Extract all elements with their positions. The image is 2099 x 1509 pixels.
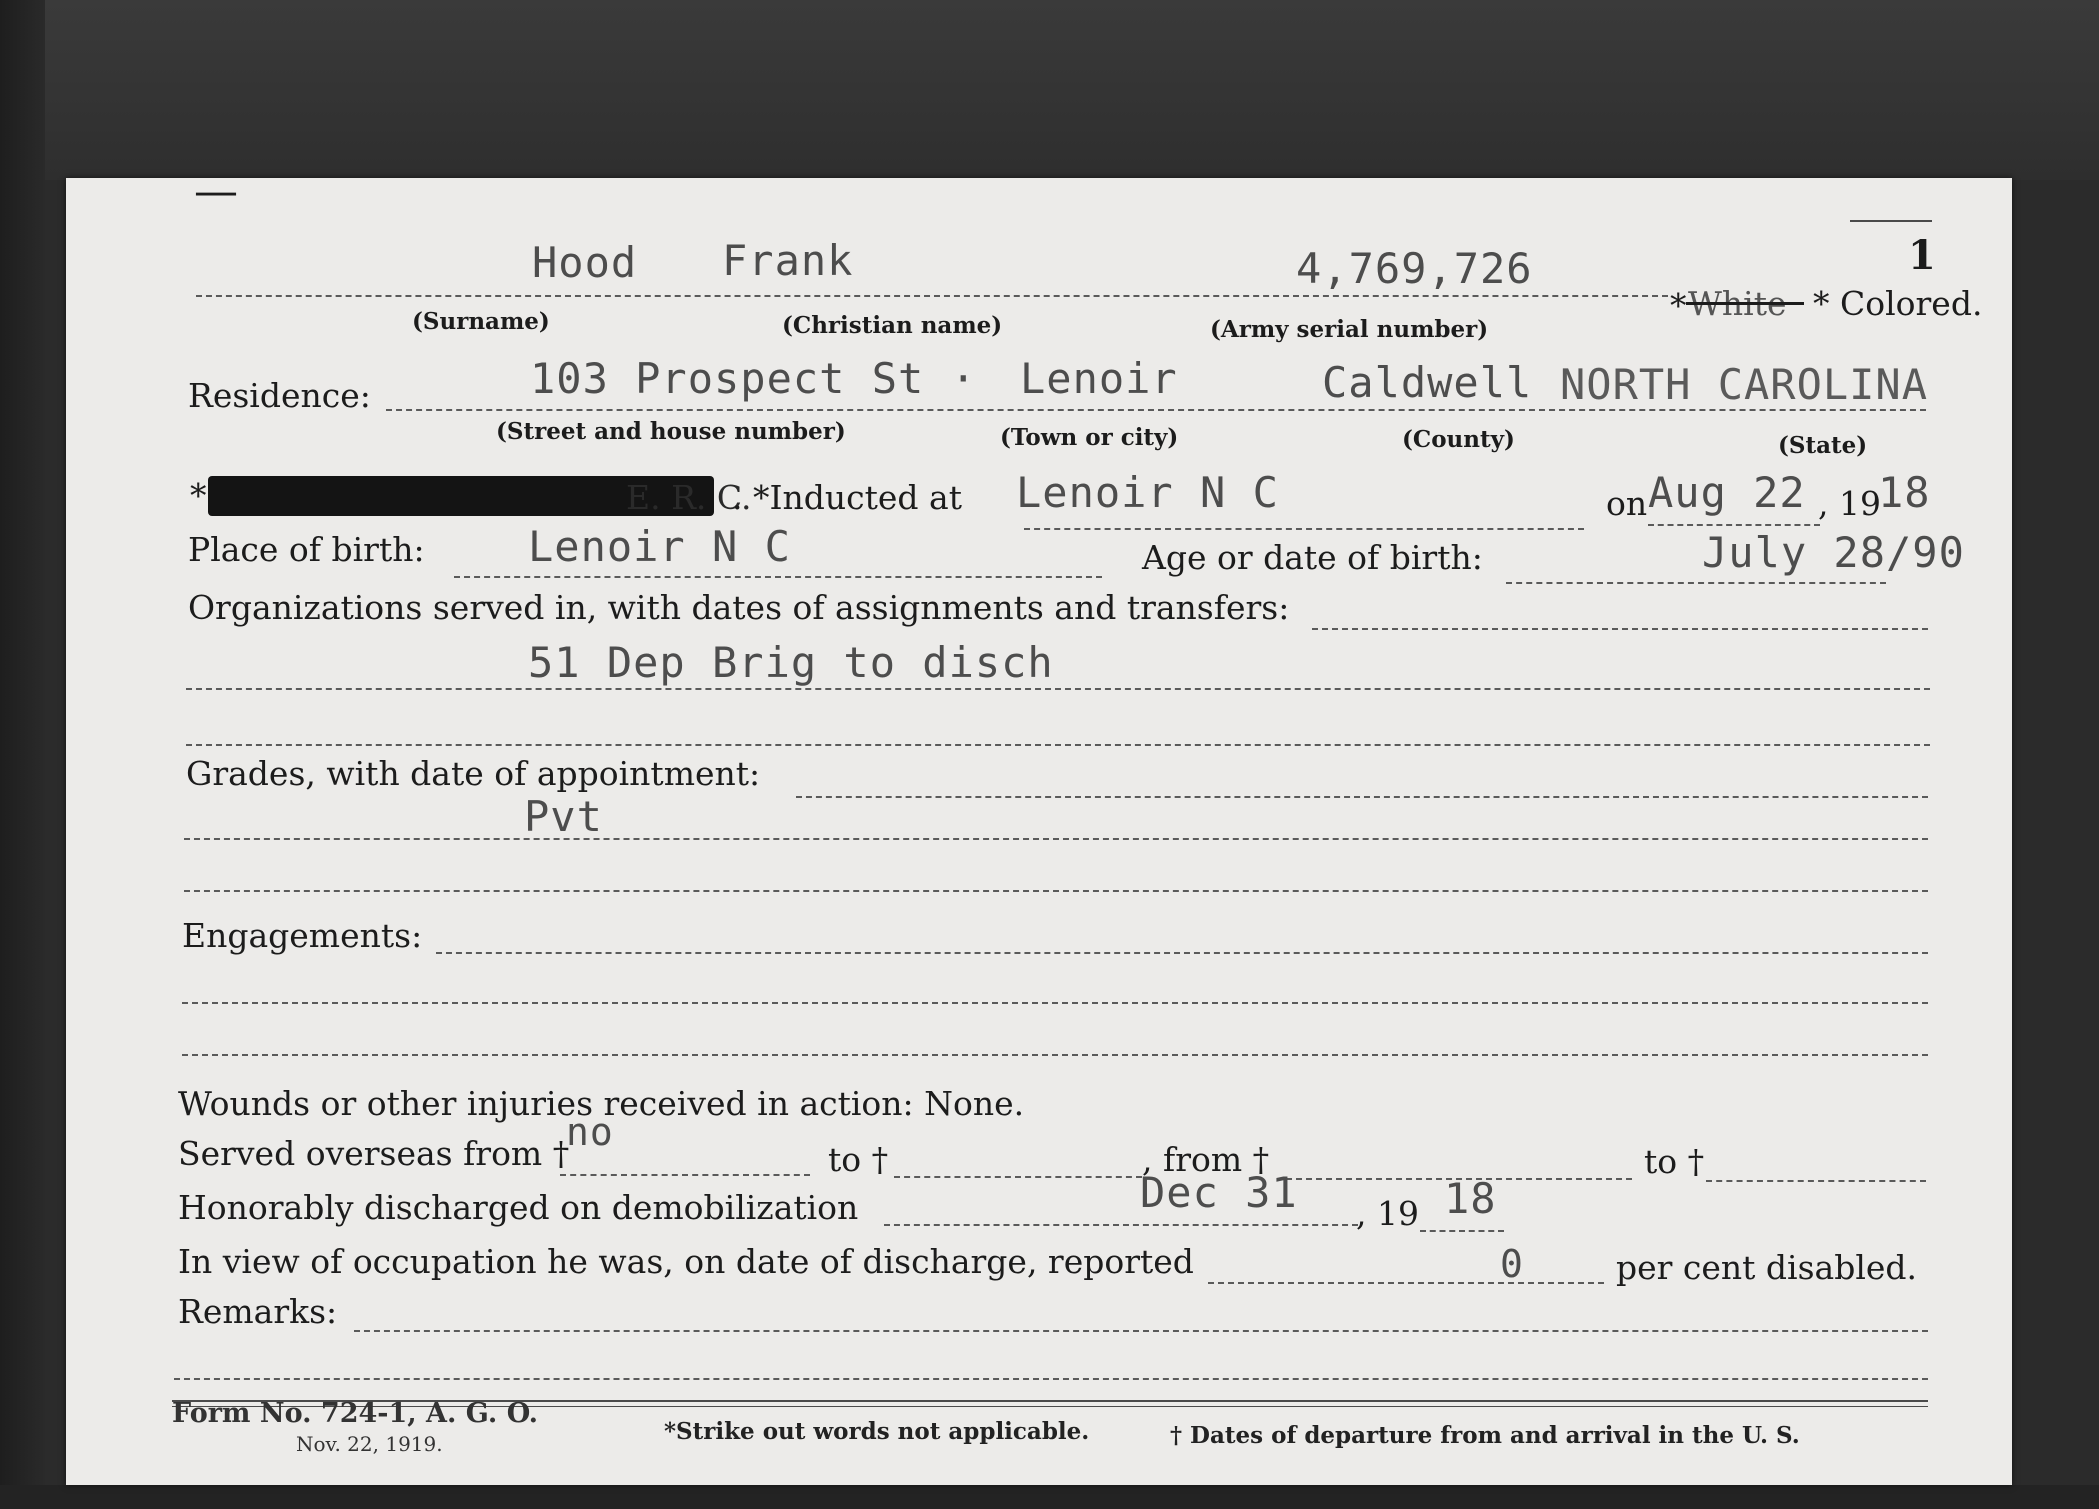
discharge-year-prefix: , 19 <box>1356 1194 1419 1233</box>
engagements-line-1 <box>436 952 1928 954</box>
scanner-bottom <box>0 1485 2099 1509</box>
card-number: 1 <box>1908 232 1936 279</box>
overseas-to-line-2 <box>1706 1180 1926 1182</box>
overseas-from-line <box>560 1174 810 1176</box>
race-prefix: * <box>1670 286 1687 325</box>
street-label: (Street and house number) <box>496 418 846 445</box>
engagements-line-3 <box>182 1054 1928 1056</box>
overseas-value: no <box>566 1110 614 1154</box>
organizations-value: 51 Dep Brig to disch <box>528 638 1054 687</box>
discharged-label: Honorably discharged on demobilization <box>178 1188 859 1227</box>
street-value: 103 Prospect St · <box>530 354 977 403</box>
form-date: Nov. 22, 1919. <box>296 1432 443 1456</box>
induct-date-line <box>1648 524 1820 526</box>
dates-note: † Dates of departure from and arrival in the U. S. <box>1170 1422 1800 1449</box>
strike-note: *Strike out words not applicable. <box>664 1418 1090 1445</box>
remarks-label: Remarks: <box>178 1292 338 1331</box>
enlistment-tail: E. R. C. <box>626 478 752 517</box>
surname-value: Hood <box>532 238 638 287</box>
discharge-date-value: Dec 31 <box>1140 1168 1298 1217</box>
induct-date-value: Aug 22 <box>1648 468 1806 517</box>
state-value: NORTH CAROLINA <box>1560 360 1929 409</box>
organizations-line-3 <box>186 744 1930 746</box>
disabled-line <box>1208 1282 1604 1284</box>
organizations-line-2 <box>186 688 1930 690</box>
occupation-label: In view of occupation he was, on date of discharge, reported <box>178 1242 1194 1281</box>
service-record-card <box>66 166 2012 1485</box>
name-line <box>196 295 1668 297</box>
grades-label: Grades, with date of appointment: <box>186 754 761 793</box>
organizations-label: Organizations served in, with dates of assignments and transfers: <box>188 588 1290 627</box>
inducted-label: . *Inducted at <box>732 478 962 517</box>
town-label: (Town or city) <box>1000 424 1179 451</box>
race-colored: * Colored. <box>1813 284 1983 323</box>
induct-year-prefix: , 19 <box>1818 484 1881 523</box>
race-white-strike <box>1686 302 1804 305</box>
discharge-date-line <box>884 1224 1358 1226</box>
overseas-label: Served overseas from † <box>178 1134 570 1173</box>
grades-value: Pvt <box>524 792 603 841</box>
county-value: Caldwell <box>1322 358 1533 407</box>
disabled-value: 0 <box>1500 1242 1524 1286</box>
race-white: White <box>1688 284 1787 323</box>
inducted-place-value: Lenoir N C <box>1016 468 1279 517</box>
christian-name-value: Frank <box>722 236 854 285</box>
overseas-to-line <box>894 1176 1142 1178</box>
birth-place-value: Lenoir N C <box>528 522 791 571</box>
birth-date-value: July 28/90 <box>1702 528 1965 577</box>
grades-line-2 <box>184 838 1928 840</box>
serial-number-value: 4,769,726 <box>1296 244 1533 293</box>
disabled-label: per cent disabled. <box>1616 1248 1918 1287</box>
county-label: (County) <box>1402 426 1515 453</box>
residence-label: Residence: <box>188 376 371 415</box>
discharge-year-value: 18 <box>1444 1174 1497 1223</box>
state-label: (State) <box>1778 432 1868 459</box>
overseas-to-label-2: to † <box>1644 1142 1705 1181</box>
residence-line <box>386 409 1926 411</box>
organizations-line-1 <box>1312 628 1928 630</box>
scanner-background <box>0 0 2099 180</box>
discharge-year-line <box>1420 1230 1504 1232</box>
town-value: Lenoir <box>1020 354 1178 403</box>
birth-place-label: Place of birth: <box>188 530 425 569</box>
serial-number-label: (Army serial number) <box>1210 316 1489 343</box>
remarks-line-2 <box>174 1378 1928 1380</box>
grades-line-1 <box>796 796 1928 798</box>
wounds-text: Wounds or other injuries received in action: None. <box>178 1084 1025 1123</box>
card-number-rule <box>1850 220 1932 222</box>
top-mark: — <box>194 166 238 217</box>
inducted-line <box>1024 528 1584 530</box>
engagements-line-2 <box>182 1002 1928 1004</box>
overseas-to-label: to † <box>828 1140 889 1179</box>
birth-place-line <box>454 576 1102 578</box>
engagements-label: Engagements: <box>182 916 423 955</box>
overseas-from-label-2: , from † <box>1142 1140 1270 1179</box>
birth-date-line <box>1506 582 1886 584</box>
remarks-line-1 <box>354 1330 1928 1332</box>
age-label: Age or date of birth: <box>1142 538 1483 577</box>
on-label: on <box>1606 484 1648 523</box>
christian-name-label: (Christian name) <box>782 312 1003 339</box>
scanner-edge <box>0 0 45 1509</box>
enlist-star: * <box>190 476 207 515</box>
surname-label: (Surname) <box>412 308 550 335</box>
form-number: Form No. 724-1, A. G. O. <box>172 1398 539 1429</box>
induct-year-value: 18 <box>1878 468 1931 517</box>
grades-line-3 <box>184 890 1928 892</box>
